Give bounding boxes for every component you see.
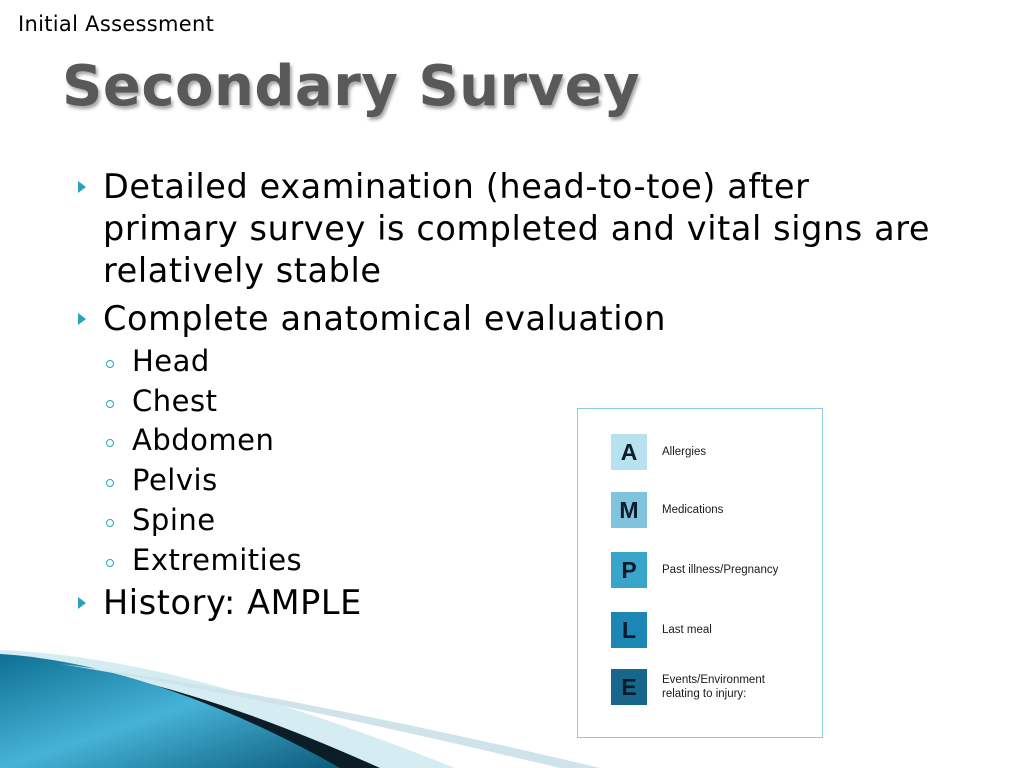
bullet-text: Detailed examination (head-to-toe) after primary survey is completed and vital signs are relatively stable	[103, 167, 931, 290]
sub-bullet-text: Chest	[132, 383, 218, 418]
ample-row-last-meal	[611, 612, 712, 648]
ample-word: Last meal	[662, 624, 712, 636]
circle-bullet-icon	[106, 479, 114, 487]
sub-bullet-text: Extremities	[132, 542, 303, 577]
sub-bullet-text: Spine	[132, 502, 216, 537]
section-label: Initial Assessment	[18, 12, 215, 36]
ample-row-allergies	[611, 434, 706, 470]
ample-row-medications	[611, 492, 723, 528]
letter-a-box: A	[611, 434, 647, 470]
bullet-text: Complete anatomical evaluation	[103, 299, 667, 338]
slide-title: Secondary Survey	[62, 54, 641, 119]
ample-word: Past illness/Pregnancy	[662, 564, 779, 576]
bullet-item	[76, 298, 936, 340]
triangle-bullet-icon	[78, 313, 86, 325]
ample-row-past-illness	[611, 552, 778, 588]
letter-p-box: P	[611, 552, 647, 588]
sub-bullet-text: Pelvis	[132, 463, 218, 498]
ample-mnemonic-card	[577, 408, 823, 738]
bullet-item	[76, 166, 936, 292]
triangle-bullet-icon	[78, 181, 86, 193]
letter-l-box: L	[611, 612, 647, 648]
ample-word: Events/Environment relating to injury:	[662, 674, 765, 700]
circle-bullet-icon	[106, 519, 114, 527]
circle-bullet-icon	[106, 400, 114, 408]
ample-word: Allergies	[662, 446, 707, 458]
triangle-bullet-icon	[78, 597, 86, 609]
letter-m-box: M	[611, 492, 647, 528]
bullet-text: History: AMPLE	[103, 583, 362, 623]
circle-bullet-icon	[106, 439, 114, 447]
ample-word: Medications	[662, 504, 724, 516]
ample-row-events	[611, 669, 765, 705]
sub-bullet-text: Head	[132, 344, 210, 378]
circle-bullet-icon	[106, 559, 114, 567]
letter-e-box: E	[611, 669, 647, 705]
sub-bullet-text: Abdomen	[132, 423, 275, 458]
circle-bullet-icon	[106, 360, 114, 368]
sub-bullet-item	[76, 342, 936, 382]
